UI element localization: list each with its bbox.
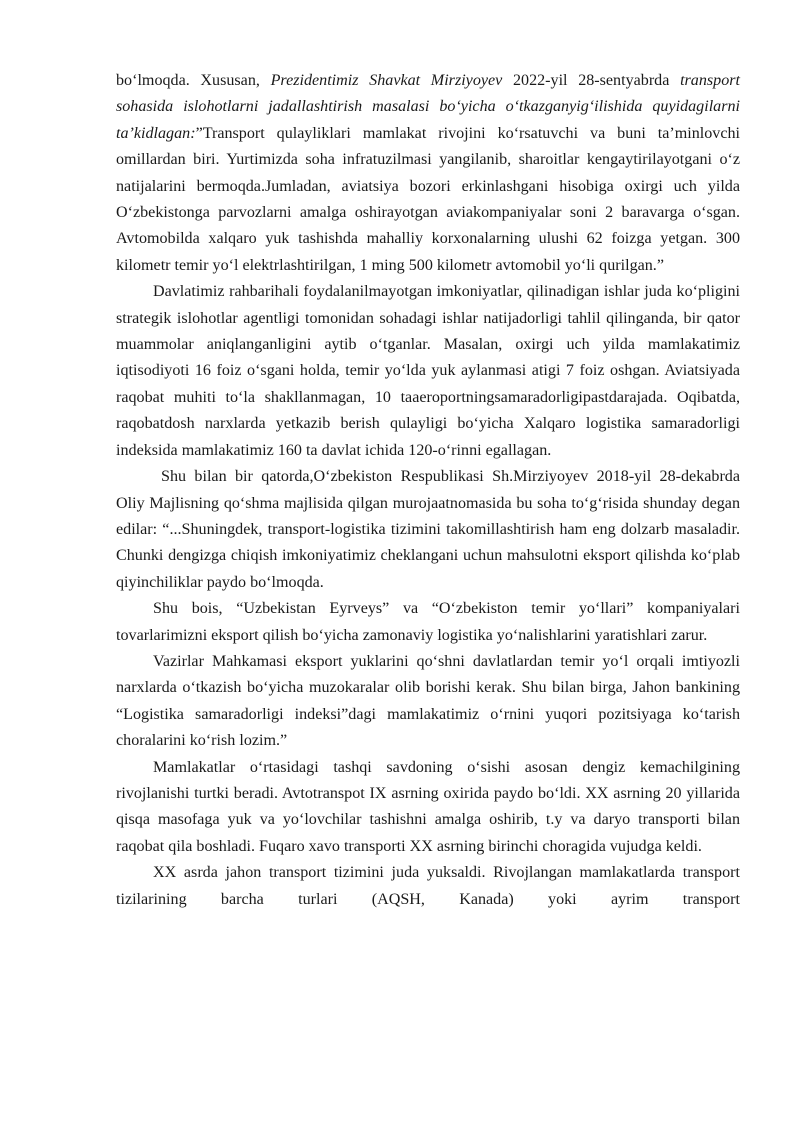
paragraph-1-lead: bo‘lmoqda. Xususan, (116, 72, 271, 89)
paragraph-1 (116, 68, 740, 279)
paragraph-4: Shu bois, “Uzbekistan Eyrveys” va “O‘zbekiston temir yo‘llari” kompaniyalari tovarlarimizni eksport qilish bo‘yicha zamonaviy logistika yo‘nalishlarini yaratishlari zarur. (116, 600, 740, 644)
paragraph-1-italic-name: Prezidentimiz Shavkat Mirziyoyev (270, 72, 503, 89)
paragraph-7: XX asrda jahon transport tizimini juda yuksaldi. Rivojlangan mamlakatlarda transport tizilarining barcha turlari (AQSH, Kanada) yoki ayrim transport (116, 864, 740, 908)
document-page (116, 68, 740, 913)
paragraph-1-quote: ”Transport qulayliklari mamlakat rivojini ko‘rsatuvchi va buni ta’minlovchi omillardan biri. Yurtimizda soha infratuzilmasi yangilanib, sharoitlar kengaytirilayotgani o‘z natijalarini bermoqda.Jumladan, aviatsiya bozori erkinlashgani hisobiga oxirgi uch yilda O‘zbekistonga parvozlarni amalga oshirayotgan aviakompaniyalar soni 2 baravarga o‘sgan. Avtomobilda xalqaro yuk tashishda mahalliy korxonalarning ulushi 62 foizga yetgan. 300 kilometr temir yo‘l elektrlashtirilgan, 1 ming 500 kilometr avtomobil yo‘li qurilgan.” (116, 124, 740, 274)
paragraph-3: Shu bilan bir qatorda,O‘zbekiston Respublikasi Sh.Mirziyoyev 2018-yil 28-dekabrda Oliy Majlisning qo‘shma majlisida qilgan murojaatnomasida bu soha to‘g‘risida shunday degan edilar: “...Shuningdek, transport-logistika tizimini takomillashtirish ham eng dolzarb masaladir. Chunki dengizga chiqish imkoniyatimiz cheklangani uchun mahsulotni eksport qilishda ko‘plab qiyinchiliklar paydo bo‘lmoqda. (116, 468, 740, 591)
paragraph-2: Davlatimiz rahbarihali foydalanilmayotgan imkoniyatlar, qilinadigan ishlar juda ko‘pligini strategik islohotlar agentligi tomonidan sohadagi ishlar natijadorligi tahlil qilinganda, bir qator muammolar aniqlanganligini aytib o‘tganlar. Masalan, oxirgi uch yilda mamlakatimiz iqtisodiyoti 16 foiz o‘sgani holda, temir yo‘lda yuk aylanmasi atigi 7 foiz oshgan. Aviatsiyada raqobat muhiti to‘la shakllanmagan, 10 taaeroportningsamaradorligipastdarajada. Oqibatda, raqobatdosh narxlarda yetkazib berish qulayligi bo‘yicha Xalqaro logistika samaradorligi indeksida mamlakatimiz 160 ta davlat ichida 120-o‘rinni egallagan. (116, 283, 740, 459)
paragraph-1-italic-topic: transport sohasida islohotlarni jadallashtirish masalasi bo‘yicha o‘tkazganyig‘ilishida quyidagilarni ta’kidlagan: (116, 72, 740, 142)
paragraph-5: Vazirlar Mahkamasi eksport yuklarini qo‘shni davlatlardan temir yo‘l orqali imtiyozli narxlarda o‘tkazish bo‘yicha muzokaralar olib borishi kerak. Shu bilan birga, Jahon bankining “Logistika samaradorligi indeksi”dagi mamlakatimiz o‘rnini yuqori pozitsiyaga ko‘tarish choralarini ko‘rish lozim.” (116, 652, 740, 750)
paragraph-6: Mamlakatlar o‘rtasidagi tashqi savdoning o‘sishi asosan dengiz kemachilgining rivojlanishi turtki beradi. Avtotranspot IX asrning oxirida paydo bo‘ldi. XX asrning 20 yillarida qisqa masofaga yuk va yo‘lovchilar tashishni amalga oshirib, t.y va daryo transporti bilan raqobat qila boshladi. Fuqaro xavo transporti XX asrning birinchi choragida vujudga keldi. (116, 758, 740, 855)
paragraph-1-date: 2022-yil 28-sentyabrda (502, 72, 681, 89)
